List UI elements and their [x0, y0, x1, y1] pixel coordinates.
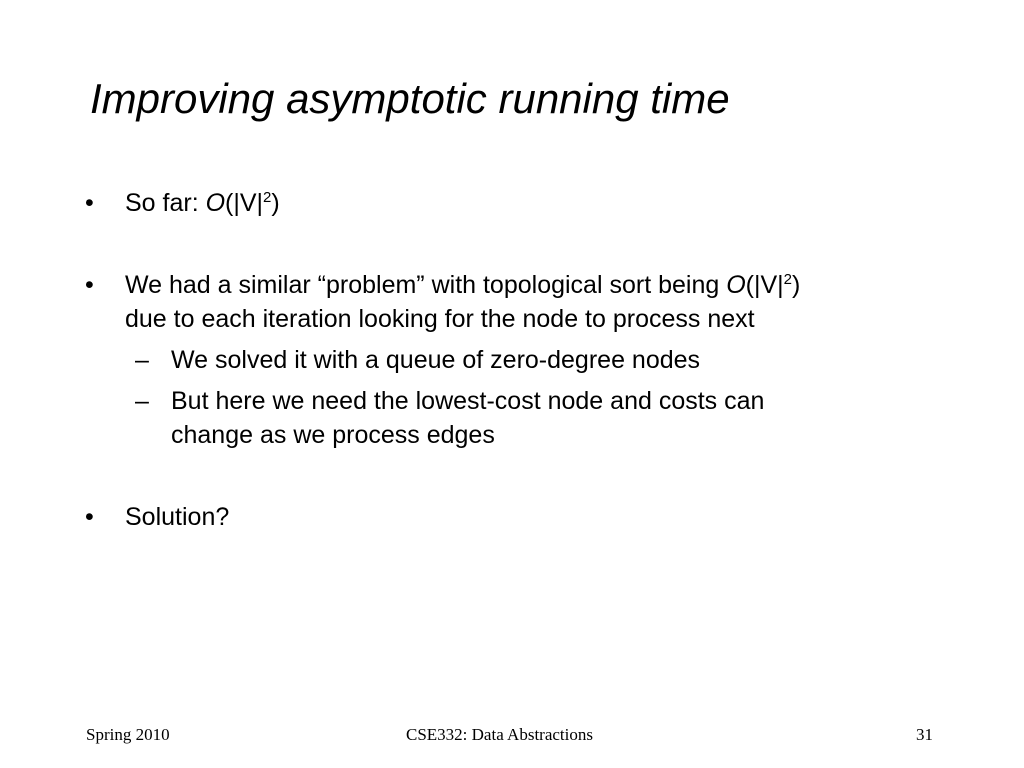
math-close-paren: ) — [271, 189, 280, 217]
subbullet-marker: – — [135, 346, 149, 374]
subbullet-text: We solved it with a queue of zero-degree nodes — [171, 346, 701, 374]
bullet-marker: • — [85, 271, 94, 299]
bullet-prefix: So far: — [125, 189, 206, 217]
footer-date: Spring 2010 — [86, 725, 170, 744]
big-o-symbol: O — [726, 271, 746, 299]
math-close-paren: ) — [792, 271, 801, 299]
subbullet-marker: – — [135, 387, 149, 415]
subbullet-text: But here we need the lowest-cost node and costs can — [171, 387, 765, 415]
math-argument: (|V| — [745, 271, 784, 299]
big-o-symbol: O — [205, 189, 226, 217]
math-exponent: 2 — [263, 189, 272, 206]
footer-page-number: 31 — [916, 725, 933, 744]
bullet-marker: • — [85, 503, 94, 531]
subbullet-continuation: change as we process edges — [171, 421, 495, 449]
bullet-prefix: We had a similar “problem” with topological sort being — [125, 271, 727, 299]
math-exponent: 2 — [783, 271, 792, 288]
slide-title: Improving asymptotic running time — [90, 75, 730, 122]
footer-course: CSE332: Data Abstractions — [406, 725, 593, 744]
bullet-continuation: due to each iteration looking for the node to process next — [125, 305, 755, 333]
bullet-text: Solution? — [125, 503, 230, 531]
bullet-text — [125, 186, 280, 220]
bullet-marker: • — [85, 189, 94, 217]
bullet-text — [125, 268, 800, 302]
math-argument: (|V| — [225, 189, 264, 217]
